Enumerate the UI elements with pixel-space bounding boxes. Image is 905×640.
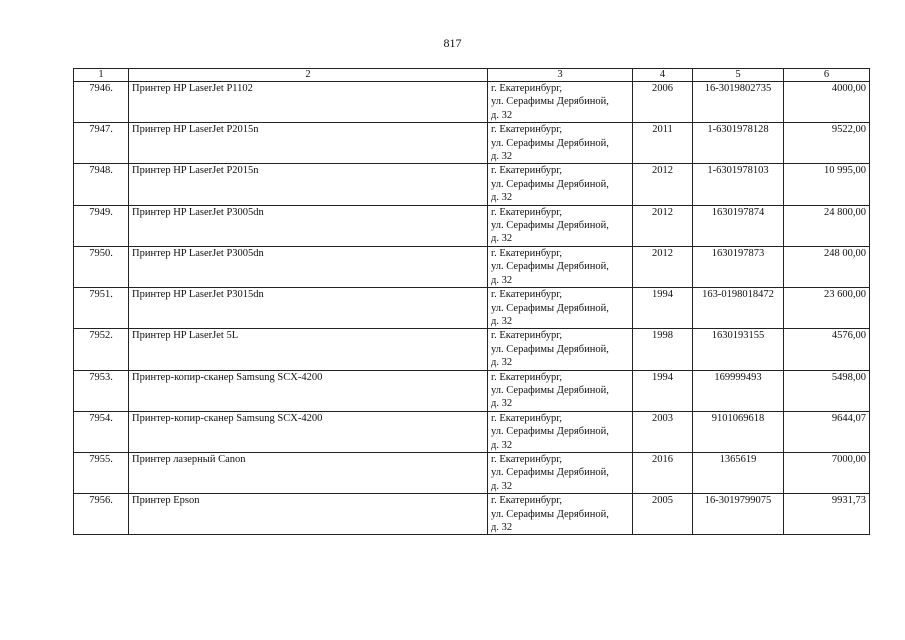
table-row [74, 205, 870, 246]
item-name: Принтер HP LaserJet P3005dn [129, 205, 488, 246]
page-number: 817 [443, 36, 462, 50]
cost: 4000,00 [784, 82, 870, 123]
table-row [74, 494, 870, 535]
inventory-number: 163-0198018472 [693, 288, 784, 329]
address-line: г. Екатеринбург, [491, 371, 563, 383]
location-address [488, 123, 633, 164]
address-line: г. Екатеринбург, [491, 165, 563, 177]
year: 2012 [633, 164, 693, 205]
table-row [74, 164, 870, 205]
inventory-number: 1630193155 [693, 329, 784, 370]
cost: 23 600,00 [784, 288, 870, 329]
address-line: д. 32 [491, 274, 513, 286]
column-header: 5 [693, 69, 784, 82]
address-line: д. 32 [491, 192, 513, 204]
header-row [74, 69, 870, 82]
inventory-table [73, 68, 870, 535]
item-name: Принтер HP LaserJet 5L [129, 329, 488, 370]
table-row [74, 452, 870, 493]
cost: 24 800,00 [784, 205, 870, 246]
address-line: ул. Серафимы Дерябиной, [491, 220, 609, 232]
item-name: Принтер Epson [129, 494, 488, 535]
address-line: г. Екатеринбург, [491, 124, 563, 136]
table-row [74, 288, 870, 329]
column-header: 2 [129, 69, 488, 82]
table-row [74, 370, 870, 411]
address-line: д. 32 [491, 233, 513, 245]
year: 2016 [633, 452, 693, 493]
address-line: ул. Серафимы Дерябиной, [491, 137, 609, 149]
inventory-number: 1-6301978103 [693, 164, 784, 205]
cost: 5498,00 [784, 370, 870, 411]
location-address [488, 288, 633, 329]
cost: 248 00,00 [784, 246, 870, 287]
address-line: д. 32 [491, 151, 513, 163]
row-number: 7950. [74, 246, 129, 287]
inventory-number: 16-3019799075 [693, 494, 784, 535]
row-number: 7951. [74, 288, 129, 329]
table-row [74, 329, 870, 370]
cost: 4576,00 [784, 329, 870, 370]
item-name: Принтер HP LaserJet P3015dn [129, 288, 488, 329]
cost: 10 995,00 [784, 164, 870, 205]
address-line: д. 32 [491, 357, 513, 369]
table-row [74, 411, 870, 452]
address-line: д. 32 [491, 439, 513, 451]
cost: 9931,73 [784, 494, 870, 535]
cost: 9644,07 [784, 411, 870, 452]
address-line: ул. Серафимы Дерябиной, [491, 96, 609, 108]
address-line: г. Екатеринбург, [491, 495, 563, 507]
year: 1998 [633, 329, 693, 370]
column-header: 4 [633, 69, 693, 82]
address-line: д. 32 [491, 315, 513, 327]
row-number: 7949. [74, 205, 129, 246]
table-row [74, 246, 870, 287]
column-header: 3 [488, 69, 633, 82]
address-line: ул. Серафимы Дерябиной, [491, 508, 609, 520]
inventory-number: 9101069618 [693, 411, 784, 452]
cost: 7000,00 [784, 452, 870, 493]
address-line: г. Екатеринбург, [491, 289, 563, 301]
address-line: ул. Серафимы Дерябиной, [491, 467, 609, 479]
table-row [74, 123, 870, 164]
item-name: Принтер HP LaserJet P3005dn [129, 246, 488, 287]
year: 1994 [633, 370, 693, 411]
item-name: Принтер HP LaserJet P2015n [129, 123, 488, 164]
location-address [488, 452, 633, 493]
year: 2006 [633, 82, 693, 123]
location-address [488, 82, 633, 123]
row-number: 7956. [74, 494, 129, 535]
inventory-number: 1630197874 [693, 205, 784, 246]
year: 2011 [633, 123, 693, 164]
column-header: 1 [74, 69, 129, 82]
row-number: 7954. [74, 411, 129, 452]
item-name: Принтер HP LaserJet P1102 [129, 82, 488, 123]
item-name: Принтер HP LaserJet P2015n [129, 164, 488, 205]
address-line: ул. Серафимы Дерябиной, [491, 302, 609, 314]
location-address [488, 246, 633, 287]
address-line: ул. Серафимы Дерябиной, [491, 426, 609, 438]
address-line: д. 32 [491, 109, 513, 121]
address-line: ул. Серафимы Дерябиной, [491, 343, 609, 355]
item-name: Принтер лазерный Canon [129, 452, 488, 493]
address-line: д. 32 [491, 480, 513, 492]
year: 2003 [633, 411, 693, 452]
location-address [488, 494, 633, 535]
row-number: 7955. [74, 452, 129, 493]
year: 1994 [633, 288, 693, 329]
table-row [74, 82, 870, 123]
column-header: 6 [784, 69, 870, 82]
address-line: г. Екатеринбург, [491, 247, 563, 259]
inventory-number: 1365619 [693, 452, 784, 493]
location-address [488, 411, 633, 452]
inventory-number: 16-3019802735 [693, 82, 784, 123]
year: 2012 [633, 205, 693, 246]
location-address [488, 329, 633, 370]
row-number: 7948. [74, 164, 129, 205]
address-line: д. 32 [491, 522, 513, 533]
address-line: ул. Серафимы Дерябиной, [491, 178, 609, 190]
row-number: 7946. [74, 82, 129, 123]
item-name: Принтер-копир-сканер Samsung SCX-4200 [129, 411, 488, 452]
row-number: 7952. [74, 329, 129, 370]
address-line: г. Екатеринбург, [491, 330, 563, 342]
inventory-number: 169999493 [693, 370, 784, 411]
item-name: Принтер-копир-сканер Samsung SCX-4200 [129, 370, 488, 411]
year: 2012 [633, 246, 693, 287]
address-line: д. 32 [491, 398, 513, 410]
row-number: 7953. [74, 370, 129, 411]
inventory-number: 1630197873 [693, 246, 784, 287]
row-number: 7947. [74, 123, 129, 164]
address-line: ул. Серафимы Дерябиной, [491, 384, 609, 396]
address-line: ул. Серафимы Дерябиной, [491, 261, 609, 273]
cost: 9522,00 [784, 123, 870, 164]
address-line: г. Екатеринбург, [491, 453, 563, 465]
location-address [488, 164, 633, 205]
location-address [488, 370, 633, 411]
location-address [488, 205, 633, 246]
address-line: г. Екатеринбург, [491, 206, 563, 218]
address-line: г. Екатеринбург, [491, 412, 563, 424]
year: 2005 [633, 494, 693, 535]
table-body [74, 82, 870, 535]
address-line: г. Екатеринбург, [491, 83, 563, 94]
inventory-number: 1-6301978128 [693, 123, 784, 164]
